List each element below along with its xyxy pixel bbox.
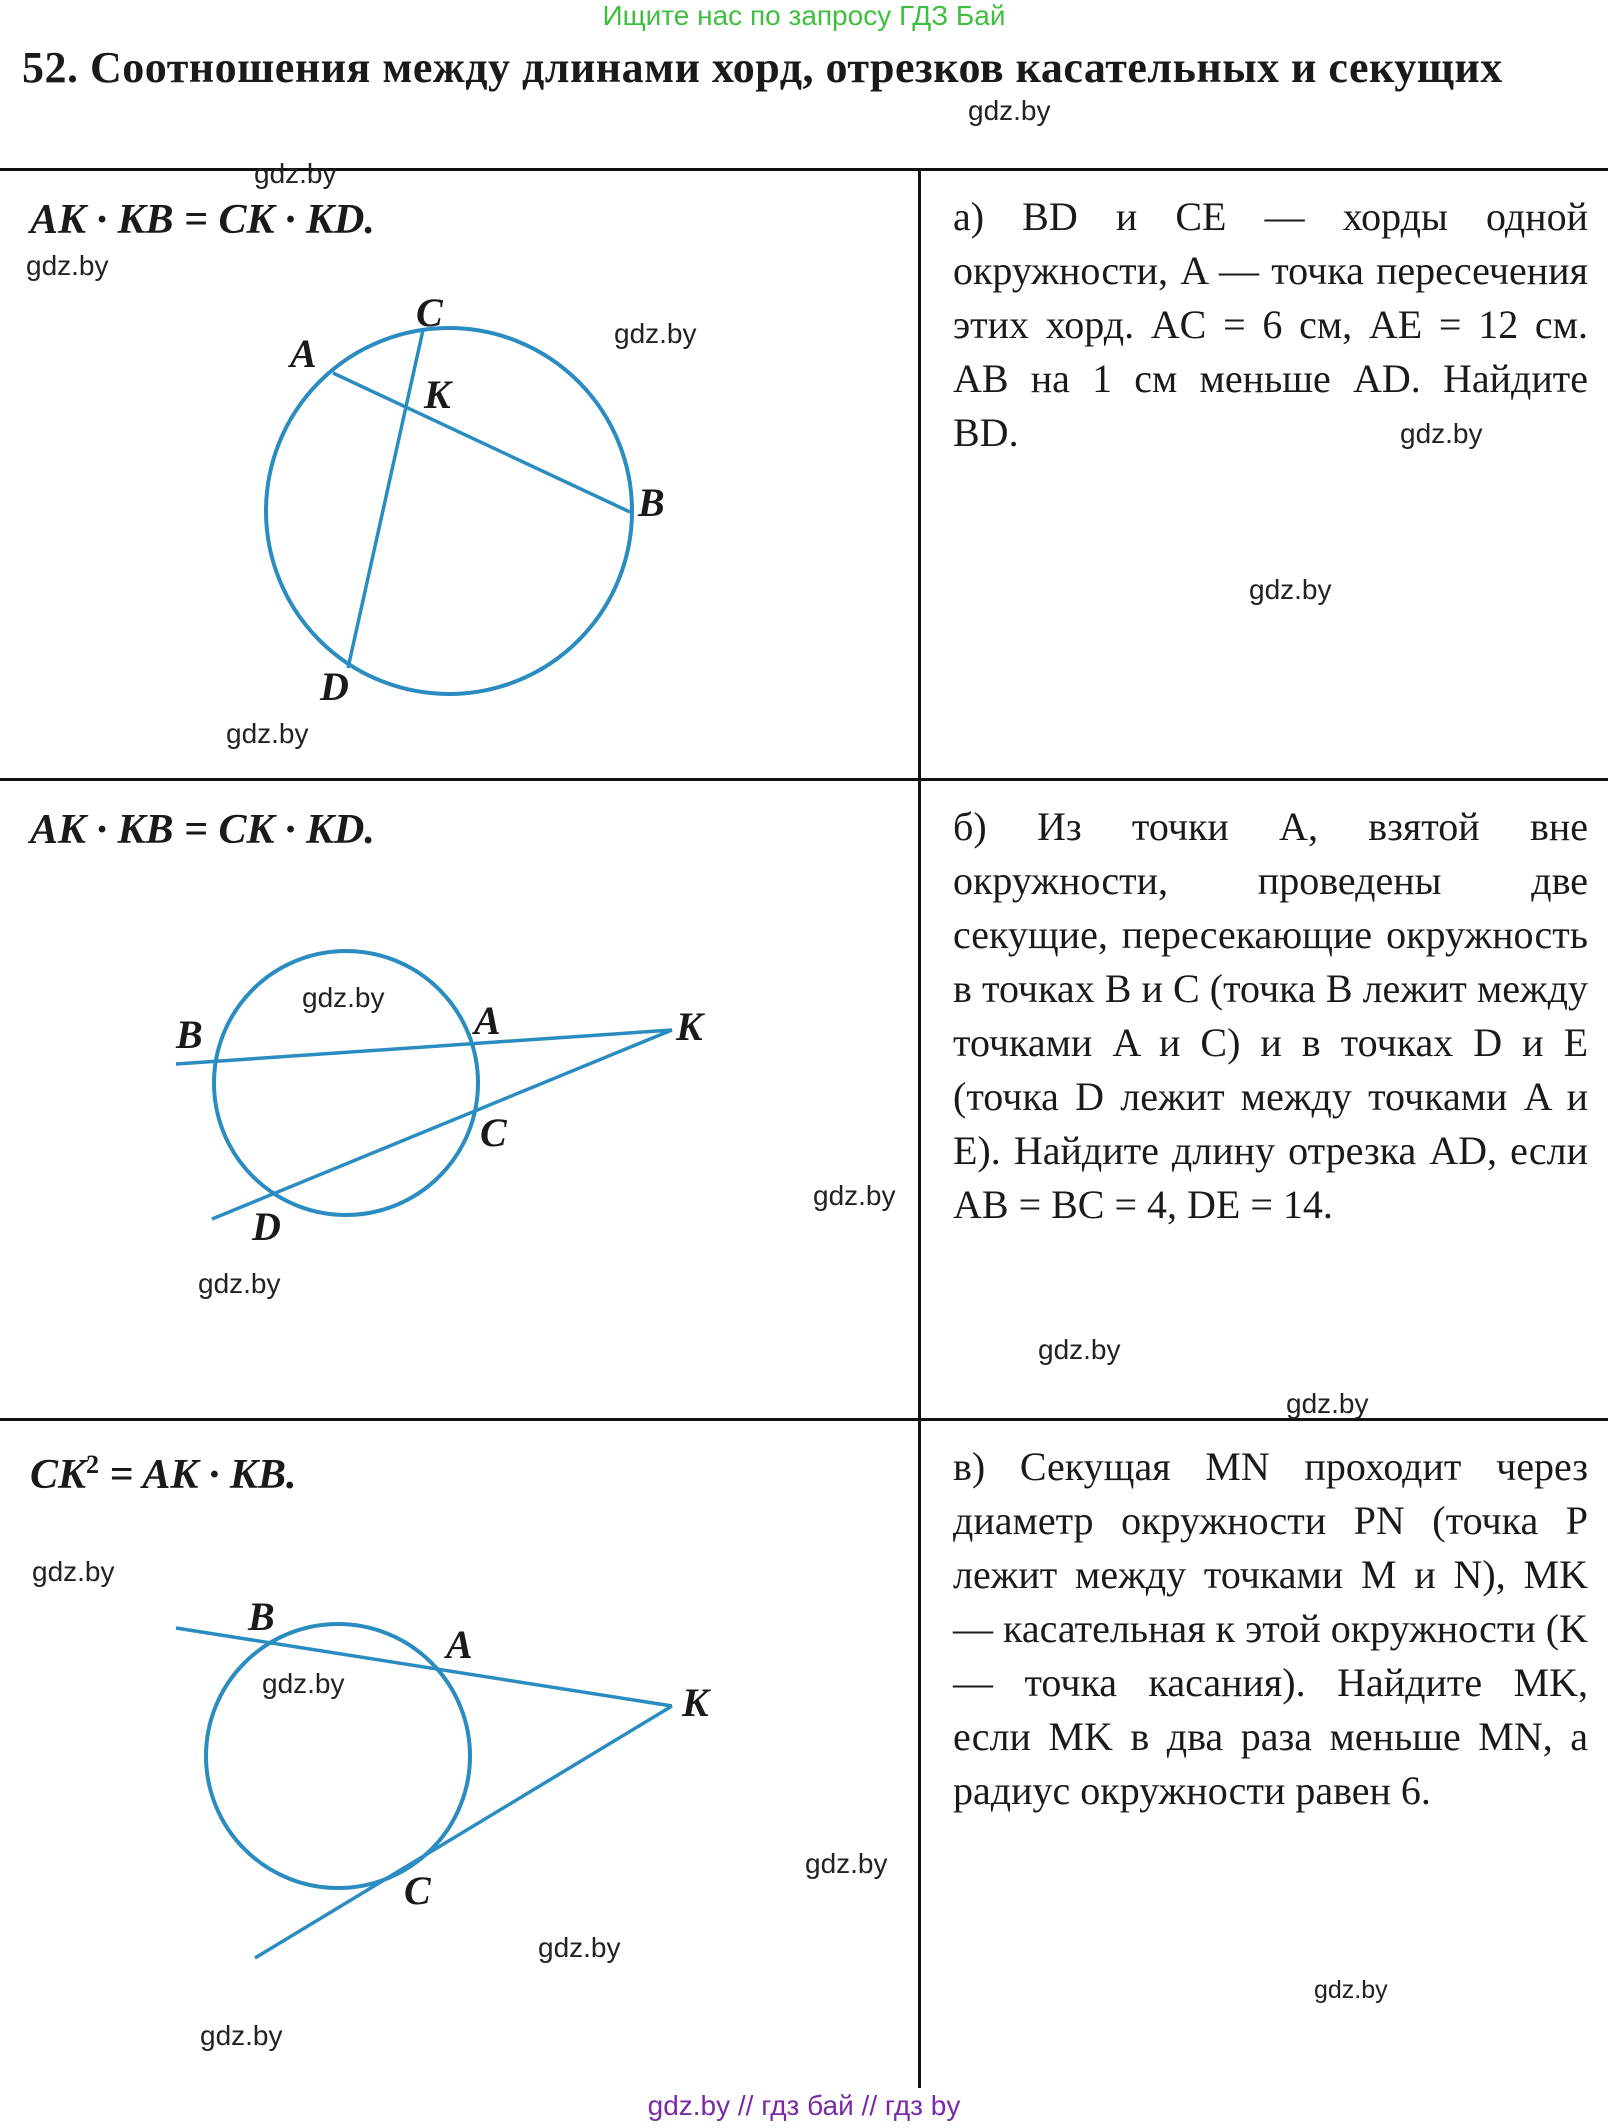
point-label-c: C <box>416 290 443 335</box>
task-b: б) Из точки A, взятой вне окружности, проведены две секущие, пересекающие окружность в точках B и C (точка B лежит между точками A и C) и в точках D и E (точка D лежит между точками A и E). Найдите длину отрезка AD, если AB = BC = 4, DE = 14. <box>953 804 1588 1227</box>
watermark: gdz.by <box>198 1268 281 1299</box>
point-label-k: K <box>424 372 451 417</box>
formula-1: AK · KB = CK · KD. <box>30 197 375 243</box>
formula-base: CK <box>30 1452 87 1498</box>
watermark: gdz.by <box>1249 574 1332 605</box>
watermark: gdz.by <box>1286 1388 1369 1419</box>
watermark: gdz.by <box>968 95 1051 126</box>
tangent-ck <box>255 1706 672 1958</box>
watermark: gdz.by <box>26 250 109 281</box>
watermark: gdz.by <box>262 1668 345 1699</box>
point-label-a: A <box>474 998 501 1043</box>
point-label-d: D <box>320 664 349 709</box>
formula-2: AK · KB = CK · KD. <box>30 807 375 853</box>
watermark: gdz.by <box>200 2020 283 2051</box>
point-label-k: K <box>682 1680 709 1725</box>
point-label-a: A <box>290 331 317 376</box>
point-label-k: K <box>676 1004 703 1049</box>
point-label-b: B <box>248 1594 275 1639</box>
watermark: gdz.by <box>1400 418 1483 449</box>
point-label-c: C <box>480 1110 507 1155</box>
column-divider <box>918 168 921 2088</box>
watermark: gdz.by <box>813 1180 896 1211</box>
point-label-d: D <box>252 1204 281 1249</box>
task-c: в) Секущая MN проходит через диаметр окружности PN (точка P лежит между точками M и N), MK — касательная к этой окружности (K — точка касания). Найдите MK, если MK в два раза меньше MN, а радиус окружности равен 6. <box>953 1444 1588 1813</box>
watermark: gdz.by <box>1038 1334 1121 1365</box>
watermark: gdz.by <box>302 982 385 1013</box>
watermark: gdz.by <box>254 158 337 189</box>
page-title: 52. Соотношения между длинами хорд, отрезков касательных и секущих <box>22 43 1503 92</box>
top-banner[interactable]: Ищите нас по запросу ГДЗ Бай <box>602 0 1006 31</box>
point-label-a: A <box>446 1622 473 1667</box>
formula-rest: = AK · KB. <box>99 1452 297 1498</box>
formula-exponent: 2 <box>86 1450 100 1479</box>
circle <box>206 1624 470 1888</box>
point-label-c: C <box>404 1868 431 1913</box>
point-label-b: B <box>176 1012 203 1057</box>
watermark: gdz.by <box>32 1556 115 1587</box>
point-label-b: B <box>638 480 665 525</box>
watermark: gdz.by <box>1314 1976 1388 2004</box>
secant-ba <box>176 1628 672 1706</box>
watermark: gdz.by <box>805 1848 888 1879</box>
task-a: а) BD и CE — хорды одной окружности, A — точка пересечения этих хорд. AC = 6 см, AE = 12 см. AB на 1 см меньше AD. Найдите BD. <box>953 194 1588 455</box>
footer-links[interactable]: gdz.by // гдз бай // гдз by <box>647 2090 961 2121</box>
watermark: gdz.by <box>226 718 309 749</box>
watermark: gdz.by <box>614 318 697 349</box>
watermark: gdz.by <box>538 1932 621 1963</box>
